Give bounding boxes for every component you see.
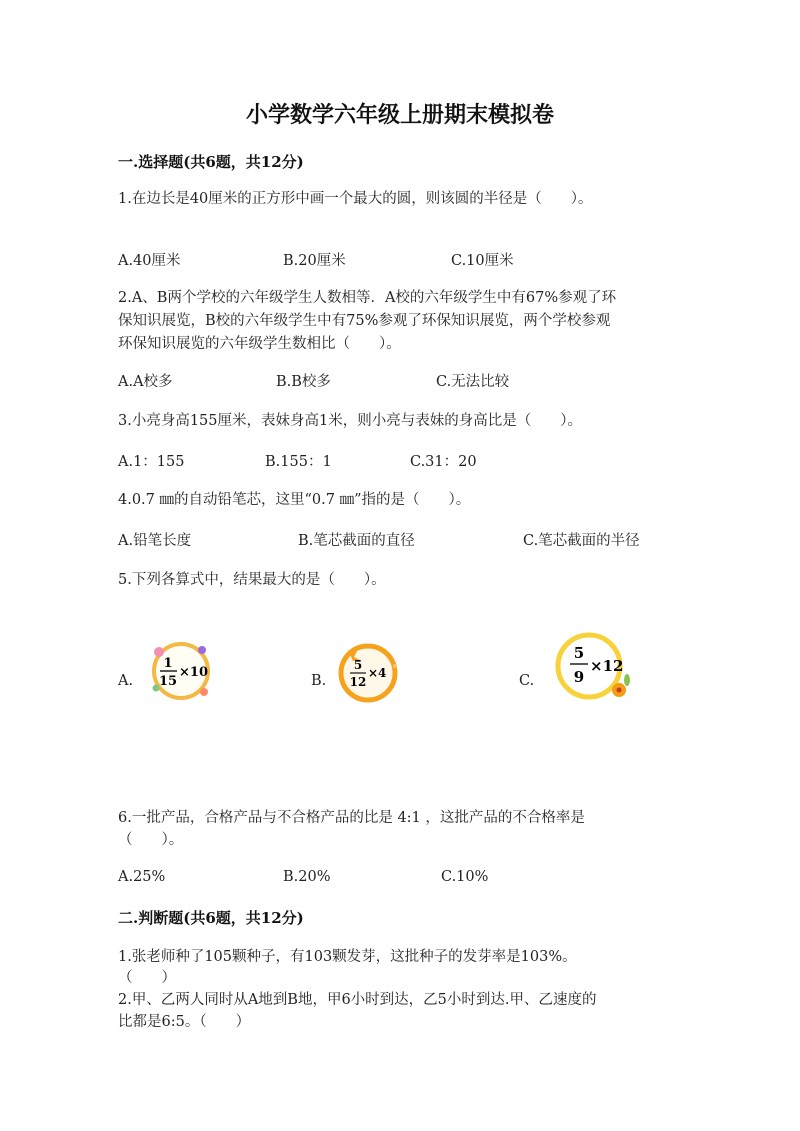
q1-option-b: B.20厘米 [283, 253, 346, 269]
expr-a-multiplier: ×10 [179, 665, 208, 680]
q5-option-b-label: B. [311, 673, 327, 689]
section-heading-choice: 一.选择题(共6题，共12分) [118, 153, 304, 171]
q3-option-a: A.1：155 [118, 454, 185, 470]
q3-option-b: B.155：1 [265, 454, 332, 470]
dot-icon [393, 664, 397, 668]
q2-option-a: A.A校多 [118, 374, 173, 390]
page-title: 小学数学六年级上册期末模拟卷 [245, 102, 554, 128]
q6-option-b: B.20% [283, 869, 331, 885]
question-4-text: 4.0.7 ㎜的自动铅笔芯，这里“0.7 ㎜”指的是（ ）。 [118, 492, 471, 508]
flower-icon [198, 646, 206, 654]
expr-b-numerator: 5 [353, 658, 363, 672]
q5-option-c-expression-badge [555, 632, 629, 706]
q4-option-a: A.铅笔长度 [118, 533, 192, 549]
q1-option-a: A.40厘米 [118, 253, 181, 269]
question-6-line-1: 6.一批产品，合格产品与不合格产品的比是 4:1 ，这批产品的不合格率是 [118, 810, 585, 826]
flower-center-icon [617, 688, 622, 693]
q6-option-a: A.25% [118, 869, 166, 885]
question-2-line-1: 2.A、B两个学校的六年级学生人数相等．A校的六年级学生中有67%参观了环 [118, 290, 617, 306]
expr-b-multiplier: ×4 [368, 666, 387, 680]
q5-option-a-label: A. [118, 673, 134, 689]
judgment-2-line-1: 2.甲、乙两人同时从A地到B地，甲6小时到达，乙5小时到达.甲、乙速度的 [118, 992, 597, 1008]
q4-option-b: B.笔芯截面的直径 [298, 533, 415, 549]
question-3-text: 3.小亮身高155厘米，表妹身高1米，则小亮与表妹的身高比是（ ）。 [118, 413, 582, 429]
flower-icon [200, 688, 208, 696]
question-6-line-2: （ ）。 [118, 832, 184, 848]
judgment-1-line-1: 1.张老师种了105颗种子，有103颗发芽，这批种子的发芽率是103%。 [118, 949, 577, 965]
question-2-line-3: 环保知识展览的六年级学生数相比（ ）。 [118, 336, 401, 352]
q2-option-c: C.无法比较 [436, 374, 510, 390]
expr-c-multiplier: ×12 [590, 657, 624, 675]
judgment-2-line-2: 比都是6:5。（ ） [118, 1014, 251, 1030]
expr-b-denominator: 12 [349, 675, 367, 689]
question-5-text: 5.下列各算式中，结果最大的是（ ）。 [118, 572, 386, 588]
q5-option-a-expression-badge [150, 640, 212, 702]
expr-a-denominator: 15 [158, 674, 178, 689]
expr-c-numerator: 5 [573, 644, 585, 662]
question-2-line-2: 保知识展览，B校的六年级学生中有75%参观了环保知识展览，两个学校参观 [118, 313, 611, 329]
q4-option-c: C.笔芯截面的半径 [523, 533, 640, 549]
q6-option-c: C.10% [441, 869, 489, 885]
section-heading-judgment: 二.判断题(共6题，共12分) [118, 909, 304, 927]
q5-option-b-expression-badge [337, 642, 399, 704]
q1-option-c: C.10厘米 [451, 253, 514, 269]
expr-a-numerator: 1 [163, 656, 173, 671]
q3-option-c: C.31：20 [410, 454, 477, 470]
question-1-text: 1.在边长是40厘米的正方形中画一个最大的圆，则该圆的半径是（ ）。 [118, 191, 593, 207]
expr-c-denominator: 9 [573, 668, 585, 686]
leaf-icon [624, 674, 630, 686]
q2-option-b: B.B校多 [276, 374, 331, 390]
q5-option-c-label: C. [519, 673, 535, 689]
judgment-1-line-2: （ ） [118, 970, 176, 986]
